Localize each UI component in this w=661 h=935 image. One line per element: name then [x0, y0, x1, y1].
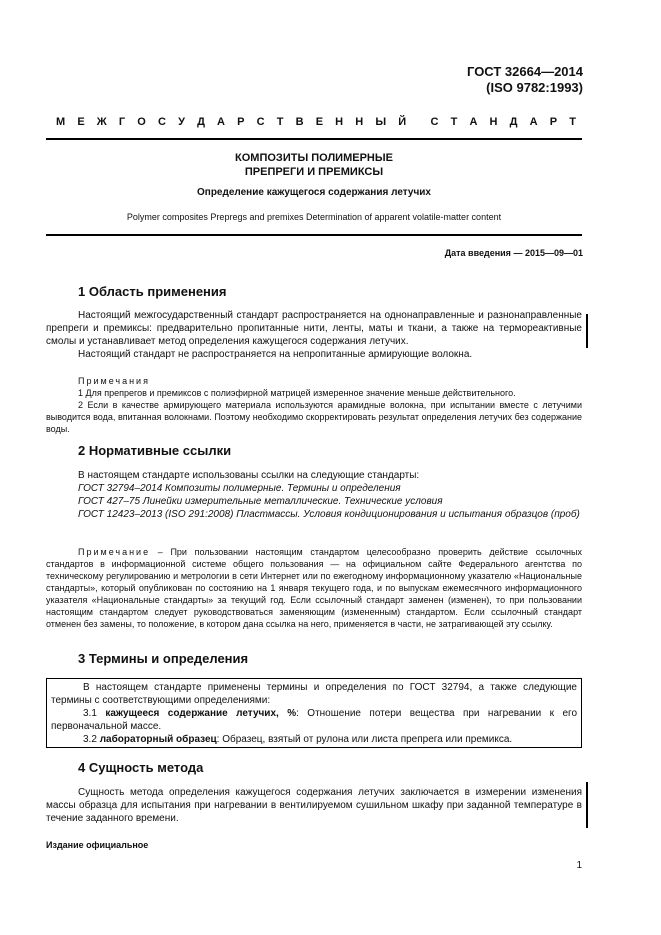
banner-letter: Т	[569, 116, 576, 128]
section-3-heading: 3 Термины и определения	[78, 651, 249, 666]
page-number: 1	[576, 860, 582, 871]
banner-letter: Р	[237, 116, 245, 128]
note-label: Примечание	[78, 547, 151, 557]
section-2-heading: 2 Нормативные ссылки	[78, 443, 232, 458]
term-3-1-number: 3.1	[83, 708, 106, 719]
section-1-paragraph-1: Настоящий межгосударственный стандарт распространяется на однонаправленные и разнонаправленные препреги и премиксы: предварительно пропитанные нити, ленты, маты и ткани, а также на термореактивные смолы и устанавливает метод определения кажущегося содержания летучих.	[46, 310, 582, 347]
section-1-paragraph-2: Настоящий стандарт не распространяется на непропитанные армирующие волокна.	[78, 349, 473, 360]
banner-letter: М	[56, 116, 66, 128]
change-bar	[586, 314, 588, 348]
title-line-1: КОМПОЗИТЫ ПОЛИМЕРНЫЕ	[235, 152, 393, 164]
interstate-standard-banner	[56, 116, 576, 128]
standard-title	[46, 151, 582, 179]
banner-letter: А	[529, 116, 538, 128]
term-3-2	[51, 733, 577, 746]
note-1: 1 Для препрегов и премиксов с полиэфирной матрицей измеренное значение меньше действительного.	[78, 388, 516, 398]
banner-letter: Г	[118, 116, 126, 128]
reference-2: ГОСТ 427–75 Линейки измерительные металлические. Технические условия	[78, 496, 443, 507]
banner-letter: Ж	[96, 116, 107, 128]
intro-date-value: — 2015—09—01	[513, 248, 583, 258]
banner-letter: Д	[509, 116, 518, 128]
banner-letter: У	[178, 116, 185, 128]
banner-letter: С	[157, 116, 166, 128]
section-3-body	[46, 678, 582, 748]
banner-letter: Й	[398, 116, 407, 128]
section-4-body	[46, 786, 582, 825]
term-3-2-name: лабораторный образец	[99, 734, 217, 745]
banner-letter: Е	[77, 116, 85, 128]
note-2: 2 Если в качестве армирующего материала используются арамидные волокна, при испытании вместе с летучими выводится вода, впитанная волокнами. Поэтому необходимо скорректировать результат определения летучих без содержание воды.	[46, 400, 582, 434]
section-1-heading: 1 Область применения	[78, 284, 227, 299]
section-4-heading: 4 Сущность метода	[78, 760, 204, 775]
banner-letter: Н	[355, 116, 364, 128]
banner-letter: Ы	[375, 116, 387, 128]
introduction-date	[300, 248, 583, 258]
section-2-note	[46, 546, 582, 630]
section-1-body	[46, 309, 582, 361]
note-text: – При пользовании настоящим стандартом целесообразно проверить действие ссылочных стандартов в информационной системе общего пользования — на официальном сайте Федерального агентства по техническому регулированию и метрологии в сети Интернет или по ежегодному информационному указателю «Национальные стандарты», который опубликован по состоянию на 1 января текущего года, и по выпускам ежемесячного информационного указателя «Национальные стандарты» за текущий год. Если ссылочный стандарт заменен (изменен), то при пользовании настоящим стандартом следует руководствоваться заменяющим (измененным) стандартом. Если ссылочный стандарт отменен без замены, то положение, в котором дана ссылка на него, применяется в части, не затрагивающей эту ссылку.	[46, 547, 582, 629]
title-rule	[46, 234, 582, 236]
change-bar	[586, 782, 588, 828]
reference-1: ГОСТ 32794–2014 Композиты полимерные. Термины и определения	[78, 483, 401, 494]
banner-letter: Е	[315, 116, 324, 128]
section-2-paragraph-1: В настоящем стандарте использованы ссылки на следующие стандарты:	[78, 470, 420, 481]
reference-3: ГОСТ 12423–2013 (ISO 291:2008) Пластмассы. Условия кондиционирования и испытания образцов (проб)	[78, 509, 580, 520]
iso-number: (ISO 9782:1993)	[486, 80, 583, 95]
banner-letter: С	[256, 116, 265, 128]
edition-label: Издание официальное	[46, 840, 149, 850]
banner-letter: Н	[489, 116, 498, 128]
english-title: Polymer composites Prepregs and premixes Determination of apparent volatile-matter content	[126, 212, 502, 222]
section-4-paragraph-1: Сущность метода определения кажущегося содержания летучих заключается в измерении изменения массы образца для испытания при нагревании в вентилируемом сушильном шкафу при заданной температуре в течение заданного времени.	[46, 787, 582, 824]
title-line-2: ПРЕПРЕГИ И ПРЕМИКСЫ	[244, 166, 384, 178]
banner-letter: О	[137, 116, 146, 128]
gost-number: ГОСТ 32664—2014	[467, 64, 583, 79]
banner-letter: Т	[276, 116, 284, 128]
intro-date-label: Дата введения	[444, 248, 511, 258]
banner-letter: С	[430, 116, 439, 128]
banner-letter: Т	[450, 116, 458, 128]
standard-subtitle: Определение кажущегося содержания летучих	[197, 187, 431, 198]
term-3-2-definition: : Образец, взятый от рулона или листа препрега или премикса.	[216, 734, 513, 745]
banner-letter: В	[295, 116, 304, 128]
notes-title: Примечания	[78, 376, 150, 386]
banner-letter: Р	[549, 116, 558, 128]
banner-letter: Н	[335, 116, 344, 128]
section-2-references	[46, 469, 582, 521]
term-3-1-name: кажущееся содержание летучих, %	[105, 708, 297, 719]
banner-letter: Д	[197, 116, 205, 128]
term-3-1-definition: : Отношение потери вещества при нагревании к его первоначальной массе.	[51, 708, 577, 732]
banner-letter: А	[469, 116, 478, 128]
section-1-notes	[46, 375, 582, 435]
section-3-paragraph-1: В настоящем стандарте применены термины и определения по ГОСТ 32794, а также следующие термины с соответствующими определениями:	[51, 682, 577, 706]
document-designation	[300, 64, 583, 96]
term-3-1	[51, 707, 577, 733]
banner-letter: А	[217, 116, 225, 128]
term-3-2-number: 3.2	[83, 734, 100, 745]
header-rule	[46, 138, 582, 140]
